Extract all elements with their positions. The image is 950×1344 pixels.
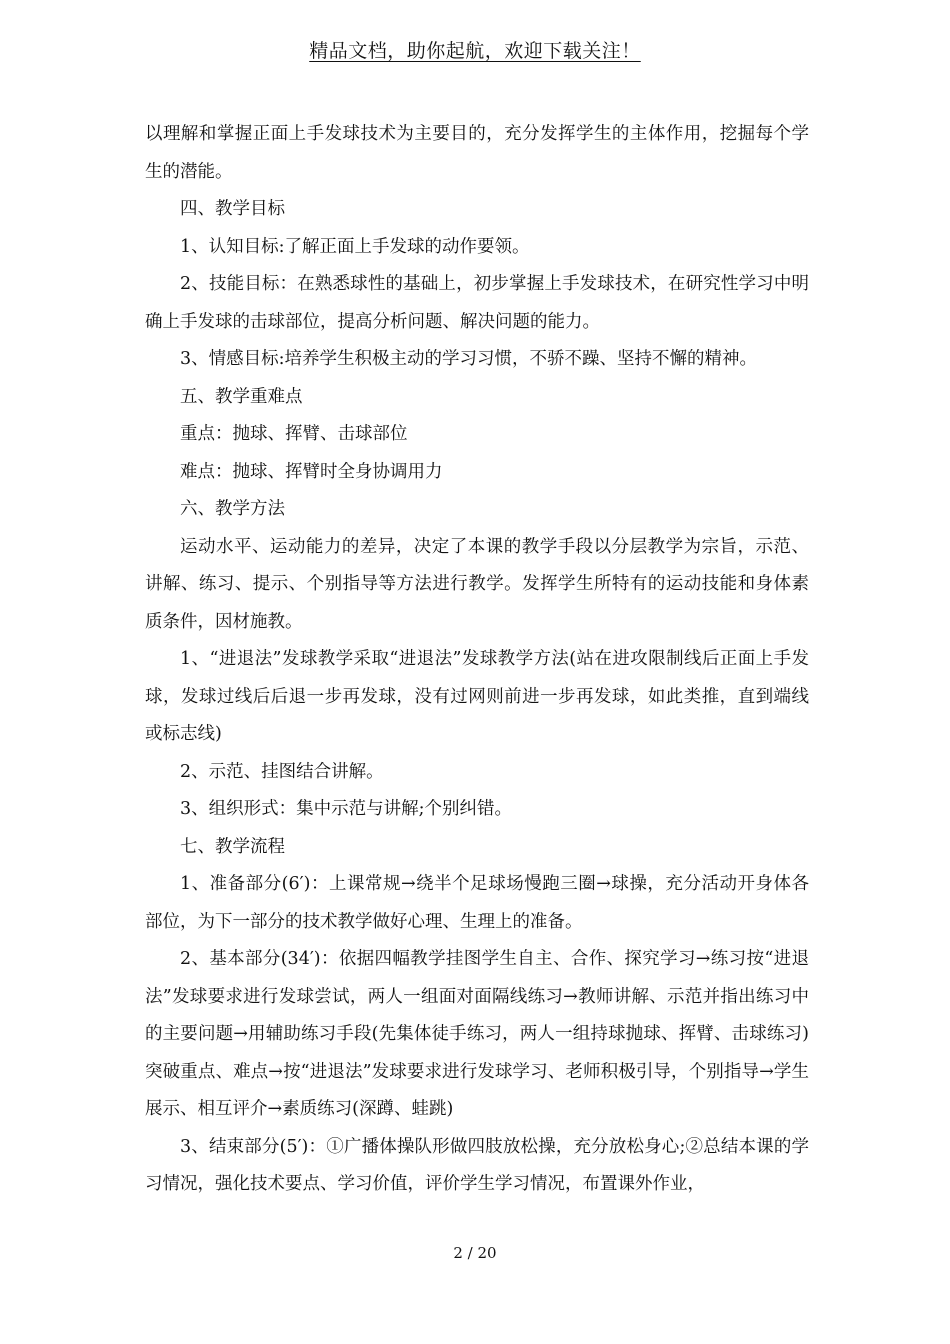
section-heading-teaching-process: 七、教学流程 [180, 836, 285, 857]
document-body [145, 116, 809, 1204]
paragraph-key-point: 重点：抛球、挥臂、击球部位 [180, 424, 408, 444]
paragraph-method-demonstration: 2、示范、挂图结合讲解。 [180, 761, 384, 782]
paragraph-process-basic: 2、基本部分(34′)：依据四幅教学挂图学生自主、合作、探究学习→练习按“进退法”发球要求进行发球尝试，两人一组面对面隔线练习→教师讲解、示范并指出练习中的主要问题→用辅助练习手段(先集体徒手练习，两人一组持球抛球、挥臂、击球练习)突破重点、难点→按“进退法”发球要求进行发球学习、老师积极引导，个别指导→学生展示、相互评介→素质练习(深蹲、蛙跳) [145, 949, 809, 1119]
section-heading-teaching-goals: 四、教学目标 [180, 199, 285, 219]
section-heading-key-points: 五、教学重难点 [180, 386, 303, 407]
page-footer [0, 1243, 950, 1263]
section-heading-teaching-methods: 六、教学方法 [180, 499, 285, 519]
page-header [0, 38, 950, 64]
paragraph-methods-intro: 运动水平、运动能力的差异，决定了本课的教学手段以分层教学为宗旨，示范、讲解、练习、提示、个别指导等方法进行教学。发挥学生所特有的运动技能和身体素质条件，因材施教。 [145, 536, 809, 632]
paragraph-skill-goal: 2、技能目标：在熟悉球性的基础上，初步掌握上手发球技术，在研究性学习中明确上手发球的击球部位，提高分析问题、解决问题的能力。 [145, 274, 809, 332]
header-slogan: 精品文档，助你起航，欢迎下载关注！ [309, 40, 641, 62]
paragraph-method-advance-retreat: 1、“进退法”发球教学采取“进退法”发球教学方法(站在进攻限制线后正面上手发球，发球过线后后退一步再发球，没有过网则前进一步再发球，如此类推，直到端线或标志线) [145, 649, 809, 744]
paragraph-process-ending: 3、结束部分(5′)：①广播体操队形做四肢放松操，充分放松身心;②总结本课的学习情况，强化技术要点、学习价值，评价学生学习情况，布置课外作业， [145, 1136, 809, 1194]
paragraph-cognitive-goal: 1、认知目标:了解正面上手发球的动作要领。 [180, 236, 530, 257]
paragraph-process-preparation: 1、准备部分(6′)：上课常规→绕半个足球场慢跑三圈→球操，充分活动开身体各部位，为下一部分的技术教学做好心理、生理上的准备。 [145, 874, 809, 932]
paragraph-affective-goal: 3、情感目标:培养学生积极主动的学习习惯，不骄不躁、坚持不懈的精神。 [180, 349, 758, 369]
page-number: 2 / 20 [453, 1244, 497, 1262]
paragraph-continuation: 以理解和掌握正面上手发球技术为主要目的，充分发挥学生的主体作用，挖掘每个学生的潜能。 [145, 124, 809, 182]
paragraph-difficult-point: 难点：抛球、挥臂时全身协调用力 [180, 461, 443, 482]
paragraph-method-organization: 3、组织形式：集中示范与讲解;个别纠错。 [180, 799, 513, 819]
